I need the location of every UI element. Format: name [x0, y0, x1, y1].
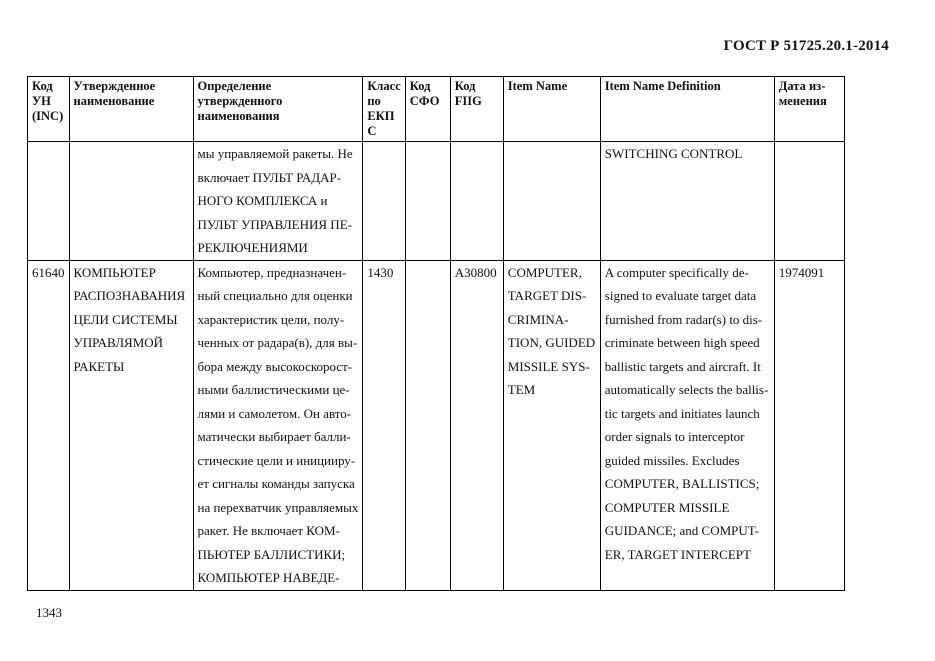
text-line: ER, TARGET INTERCEPT	[604, 546, 751, 562]
text-line: FIIG	[454, 94, 482, 108]
cell-change-date	[774, 142, 844, 261]
column-header-change-date	[774, 77, 844, 142]
text-line: 61640	[32, 264, 65, 280]
text-line: наименования	[197, 109, 280, 123]
text-line: Item Name Definition	[604, 79, 721, 93]
text-line: ными баллистическими це-	[197, 382, 350, 397]
cell-change-date	[774, 260, 844, 590]
text-line: УН	[32, 94, 51, 108]
text-line: включает ПУЛЬТ РАДАР-	[197, 169, 342, 185]
text-line: утвержденного	[197, 94, 283, 108]
cell-inc	[28, 142, 70, 261]
text-line: automatically selects the ballis-	[604, 382, 769, 397]
text-line: ЦЕЛИ СИСТЕМЫ	[73, 311, 178, 327]
page-number: 1343	[36, 605, 62, 620]
text-line: РАСПОЗНАВАНИЯ	[73, 288, 186, 303]
text-line: лями и самолетом. Он авто-	[197, 405, 352, 421]
text-line: A computer specifically de-	[604, 264, 749, 280]
column-header-fiig	[450, 77, 503, 142]
column-header-item-name	[503, 77, 600, 142]
cell-class	[363, 142, 405, 261]
cell-fiig	[450, 142, 503, 261]
text-line: УПРАВЛЯМОЙ	[73, 335, 164, 350]
cell-class	[363, 260, 405, 590]
text-line: ЕКП	[367, 109, 395, 123]
text-line: GUIDANCE; and COMPUT-	[604, 523, 759, 538]
text-line: РЕКЛЮЧЕНИЯМИ	[197, 240, 308, 255]
catalog-table	[27, 76, 845, 591]
cell-item-name-definition	[600, 142, 774, 261]
text-line: СФО	[409, 94, 440, 108]
cell-definition	[193, 260, 363, 590]
text-line: CRIMINA-	[507, 311, 569, 327]
text-line: наименование	[73, 94, 155, 108]
text-line: Дата из-	[778, 79, 826, 93]
text-line: Утвержденное	[73, 79, 156, 93]
column-header-item-name-definition	[600, 77, 774, 142]
cell-item-name	[503, 260, 600, 590]
text-line: Item Name	[507, 79, 568, 93]
column-header-definition	[193, 77, 363, 142]
text-line: furnished from radar(s) to dis-	[604, 311, 763, 327]
text-line: Код	[32, 79, 53, 93]
cell-fiig	[450, 260, 503, 590]
text-line: ный специально для оценки	[197, 288, 353, 303]
text-line: ет сигналы команды запуска	[197, 476, 355, 491]
text-line: TARGET DIS-	[507, 288, 587, 303]
cell-approved-name	[69, 260, 193, 590]
text-line: менения	[778, 94, 827, 108]
text-line: tic targets and initiates launch	[604, 405, 760, 421]
text-line: мы управляемой ракеты. Не	[197, 146, 353, 161]
text-line: на перехватчик управляемых	[197, 499, 359, 515]
text-line: ПУЛЬТ УПРАВЛЕНИЯ ПЕ-	[197, 216, 352, 232]
text-line: (INC)	[32, 109, 64, 123]
text-line: COMPUTER MISSILE	[604, 499, 730, 515]
column-header-class	[363, 77, 405, 142]
text-line: signed to evaluate target data	[604, 288, 757, 303]
text-line: ballistic targets and aircraft. It	[604, 358, 761, 374]
cell-inc	[28, 260, 70, 590]
cell-item-name-definition	[600, 260, 774, 590]
column-header-inc	[28, 77, 70, 142]
text-line: стические цели и иницииру-	[197, 452, 356, 468]
text-line: РАКЕТЫ	[73, 358, 125, 374]
text-line: Определение	[197, 79, 272, 93]
cell-sfo	[405, 260, 450, 590]
text-line: guided missiles. Excludes	[604, 452, 740, 468]
column-header-approved-name	[69, 77, 193, 142]
text-line: бора между высокоскорост-	[197, 358, 353, 374]
text-line: TION, GUIDED	[507, 335, 596, 350]
text-line: Компьютер, предназначен-	[197, 264, 347, 280]
text-line: Код	[454, 79, 476, 93]
text-line: COMPUTER,	[507, 264, 582, 280]
cell-item-name	[503, 142, 600, 261]
text-line: С	[367, 124, 377, 138]
column-header-sfo	[405, 77, 450, 142]
text-line: Код	[409, 79, 431, 93]
text-line: КОМПЬЮТЕР	[73, 264, 156, 280]
text-line: SWITCHING CONTROL	[604, 146, 743, 161]
text-line: по	[367, 94, 381, 108]
text-line: MISSILE SYS-	[507, 358, 590, 374]
table-header-row	[28, 77, 845, 142]
text-line: ченных от радара(в), для вы-	[197, 335, 358, 350]
text-line: A30800	[454, 264, 497, 280]
table-row	[28, 142, 845, 261]
text-line: TEM	[507, 382, 536, 397]
text-line: матически выбирает балли-	[197, 429, 351, 444]
text-line: ракет. Не включает КОМ-	[197, 523, 340, 538]
text-line: КОМПЬЮТЕР НАВЕДЕ-	[197, 570, 340, 585]
text-line: НОГО КОМПЛЕКСА и	[197, 193, 328, 208]
text-line: 1430	[367, 264, 394, 280]
text-line: характеристик цели, полу-	[197, 311, 345, 327]
text-line: order signals to interceptor	[604, 429, 745, 444]
document-code: ГОСТ Р 51725.20.1-2014	[723, 38, 889, 54]
table-row	[28, 260, 845, 590]
cell-sfo	[405, 142, 450, 261]
text-line: Класс	[367, 79, 401, 93]
text-line: 1974091	[778, 264, 825, 280]
text-line: criminate between high speed	[604, 335, 760, 350]
cell-definition	[193, 142, 363, 261]
text-line: COMPUTER, BALLISTICS;	[604, 476, 760, 491]
text-line: ПЬЮТЕР БАЛЛИСТИКИ;	[197, 546, 346, 562]
cell-approved-name	[69, 142, 193, 261]
